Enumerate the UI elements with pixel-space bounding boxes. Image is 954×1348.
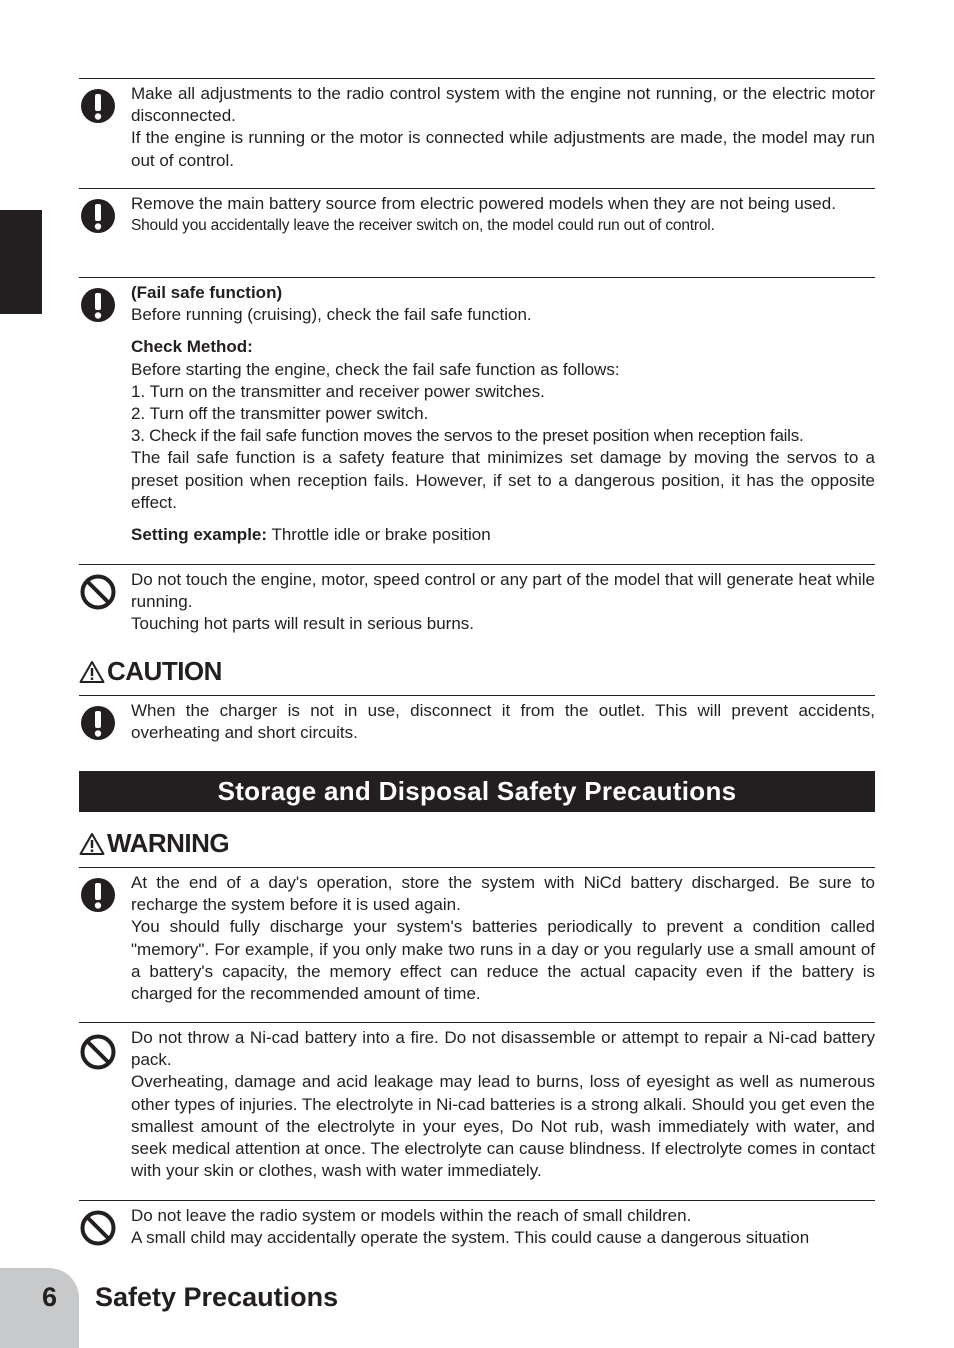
- check-step: 3. Check if the fail safe function moves the servos to the preset position when reception fails.: [131, 426, 804, 446]
- prohibited-icon: [79, 573, 117, 611]
- side-tab: [0, 210, 42, 314]
- mandatory-icon: [79, 286, 117, 324]
- prohibited-icon: [79, 1209, 117, 1247]
- precaution-block: [79, 1022, 875, 1182]
- check-step: Before starting the engine, check the fail safe function as follows:: [131, 359, 620, 379]
- fail-safe-title: (Fail safe function): [131, 283, 283, 302]
- prohibited-icon: [79, 1033, 117, 1071]
- precaution-text: If the engine is running or the motor is connected while adjustments are made, the model may run out of control.: [131, 128, 875, 170]
- mandatory-icon: [79, 876, 117, 914]
- precaution-block: [79, 695, 875, 744]
- setting-example-value: Throttle idle or brake position: [267, 525, 491, 545]
- footer-tab: [0, 1268, 79, 1348]
- precaution-block: [79, 78, 875, 172]
- check-method-title: Check Method:: [131, 337, 253, 357]
- warning-heading-text: WARNING: [107, 828, 230, 858]
- setting-example-label: Setting example:: [131, 525, 268, 545]
- precaution-text: A small child may accidentally operate the system. This could cause a dangerous situation: [131, 1228, 810, 1248]
- precaution-note: Should you accidentally leave the receiver switch on, the model could run out of control.: [131, 217, 715, 235]
- precaution-text: Make all adjustments to the radio control system with the engine not running, or the electric motor disconnected.: [131, 84, 875, 126]
- precaution-block: [79, 1200, 875, 1249]
- precaution-block: [79, 867, 875, 1005]
- warning-triangle-icon: [79, 660, 105, 684]
- warning-triangle-icon: [79, 832, 105, 856]
- precaution-block: [79, 188, 875, 237]
- precaution-block: [79, 564, 875, 636]
- mandatory-icon: [79, 197, 117, 235]
- precaution-text: Touching hot parts will result in serious burns.: [131, 614, 474, 634]
- mandatory-icon: [79, 704, 117, 742]
- caution-heading: [79, 656, 222, 687]
- precaution-text: Remove the main battery source from electric powered models when they are not being used.: [131, 194, 836, 213]
- precaution-text: Do not throw a Ni-cad battery into a fire. Do not disassemble or attempt to repair a Ni-cad battery pack.: [131, 1028, 875, 1070]
- precaution-text: Overheating, damage and acid leakage may lead to burns, loss of eyesight as well as numerous other types of injuries. The electrolyte in Ni-cad batteries is a strong alkali. Should you get even the smallest amount of the electrolyte in your eyes, Do Not rub, wash immediately with water, and seek medical attention at once. The electrolyte can cause blindness. If electrolyte comes in contact with your skin or clothes, wash with water immediately.: [131, 1072, 875, 1181]
- precaution-text: At the end of a day's operation, store the system with NiCd battery discharged. Be sure to recharge the system before it is used again.: [131, 873, 875, 915]
- precaution-text: Do not leave the radio system or models within the reach of small children.: [131, 1206, 692, 1225]
- check-step: 1. Turn on the transmitter and receiver power switches.: [131, 381, 545, 401]
- caution-heading-text: CAUTION: [107, 656, 222, 686]
- footer-title: Safety Precautions: [95, 1282, 339, 1312]
- page-number: 6: [42, 1282, 58, 1312]
- fail-safe-intro: Before running (cruising), check the fail safe function.: [131, 305, 532, 325]
- precaution-text: When the charger is not in use, disconnect it from the outlet. This will prevent accidents, overheating and short circuits.: [131, 701, 875, 743]
- fail-safe-block: [79, 277, 875, 546]
- section-banner: Storage and Disposal Safety Precautions: [79, 771, 875, 812]
- check-step: 2. Turn off the transmitter power switch.: [131, 404, 429, 424]
- precaution-text: You should fully discharge your system's batteries periodically to prevent a condition called "memory". For example, if you only make two runs in a day or you regularly use a small amount of a battery's capacity, the memory effect can reduce the actual capacity even if the battery is charged for the recommended amount of time.: [131, 917, 875, 1004]
- check-explanation: The fail safe function is a safety feature that minimizes set damage by moving the servos to a preset position when reception fails. However, if set to a dangerous position, it has the opposite effect.: [131, 448, 875, 512]
- mandatory-icon: [79, 87, 117, 125]
- precaution-text: Do not touch the engine, motor, speed control or any part of the model that will generate heat while running.: [131, 570, 875, 612]
- warning-heading: [79, 828, 229, 859]
